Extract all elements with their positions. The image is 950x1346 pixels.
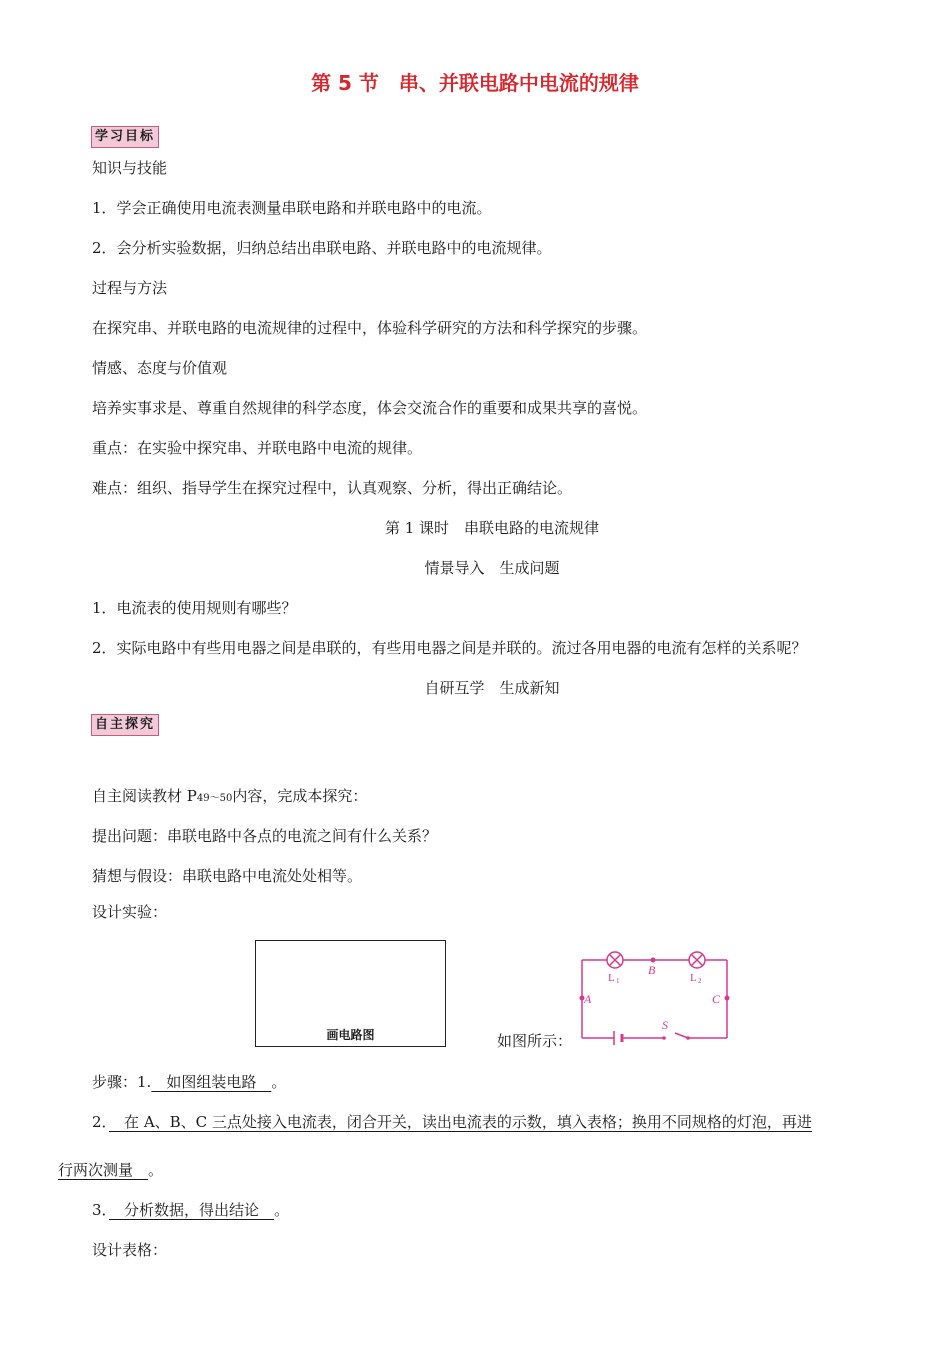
battery-icon [614,1031,622,1045]
page-title: 第 5 节 串、并联电路中电流的规律 [311,71,639,95]
step-1 [92,1072,286,1092]
point-b-label: B [648,963,656,977]
lamp-l2-label: L [690,972,697,984]
process-heading: 过程与方法 [92,279,168,297]
switch-label: S [662,1018,668,1032]
step-2-answer-line-2: 行两次测量 [58,1161,149,1179]
process-text: 在探究串、并联电路的电流规律的过程中，体验科学研究的方法和科学探究的步骤。 [92,319,648,337]
step-1-answer: 如图组装电路 [151,1073,272,1091]
reading-pages: 49～50 [196,793,233,804]
point-c-label: C [712,992,721,1006]
step-2 [92,1112,812,1132]
step-3 [92,1200,289,1220]
lamp-l2-icon [689,952,705,968]
intro-item-1: 1．电流表的使用规则有哪些？ [92,599,297,617]
reading-prefix: 自主阅读教材 P [92,787,197,805]
study-heading: 自研互学 生成新知 [424,679,560,697]
design-label: 设计实验： [92,903,168,921]
knowledge-heading: 知识与技能 [92,159,168,177]
intro-item-2: 2．实际电路中有些用电器之间是串联的，有些用电器之间是并联的。流过各用电器的电流有怎样的关系呢？ [92,639,807,657]
step-3-period: 。 [274,1201,290,1219]
reading-instruction [92,786,367,809]
intro-heading: 情景导入 生成问题 [424,559,560,577]
lamp-l1-label: L [608,972,615,984]
step-2-number: 2． [92,1113,110,1131]
emotion-text: 培养实事求是、尊重自然规律的科学态度，体会交流合作的重要和成果共享的喜悦。 [92,399,648,417]
lamp-l2-subscript: 2 [698,977,702,985]
lesson-title: 第 1 课时 串联电路的电流规律 [384,519,600,537]
self-explore-badge: 自主探究 [91,714,159,736]
lamp-l1-icon [607,952,623,968]
question: 提出问题：串联电路中各点的电流之间有什么关系？ [92,827,438,845]
emotion-heading: 情感、态度与价值观 [92,359,228,377]
key-point: 重点：在实验中探究串、并联电路中电流的规律。 [92,439,423,457]
series-circuit-diagram [570,945,740,1055]
step-3-number: 3． [92,1201,110,1219]
steps-prefix: 步骤：1. [92,1073,152,1091]
hypothesis: 猜想与假设：串联电路中电流处处相等。 [92,867,363,885]
step-1-period: 。 [271,1073,287,1091]
table-heading: 设计表格： [92,1241,168,1259]
figure-caption: 如图所示： [497,1032,573,1050]
learning-goals-badge: 学习目标 [91,126,159,148]
step-2-continued [58,1160,163,1180]
difficulty: 难点：组织、指导学生在探究过程中，认真观察、分析，得出正确结论。 [92,479,573,497]
knowledge-item-2: 2．会分析实验数据，归纳总结出串联电路、并联电路中的电流规律。 [92,239,552,257]
draw-circuit-box[interactable] [255,940,446,1047]
step-2-answer-line-1: 在 A、B、C 三点处接入电流表，闭合开关，读出电流表的示数，填入表格；换用不同规格的灯泡，再进 [109,1113,812,1131]
step-3-answer: 分析数据，得出结论 [109,1201,275,1219]
lamp-l1-subscript: 1 [616,977,620,985]
knowledge-item-1: 1．学会正确使用电流表测量串联电路和并联电路中的电流。 [92,199,492,217]
draw-circuit-caption: 画电路图 [326,1028,375,1042]
point-a-label: A [584,992,592,1006]
reading-suffix: 内容，完成本探究： [232,787,368,805]
step-2-period: 。 [148,1161,164,1179]
